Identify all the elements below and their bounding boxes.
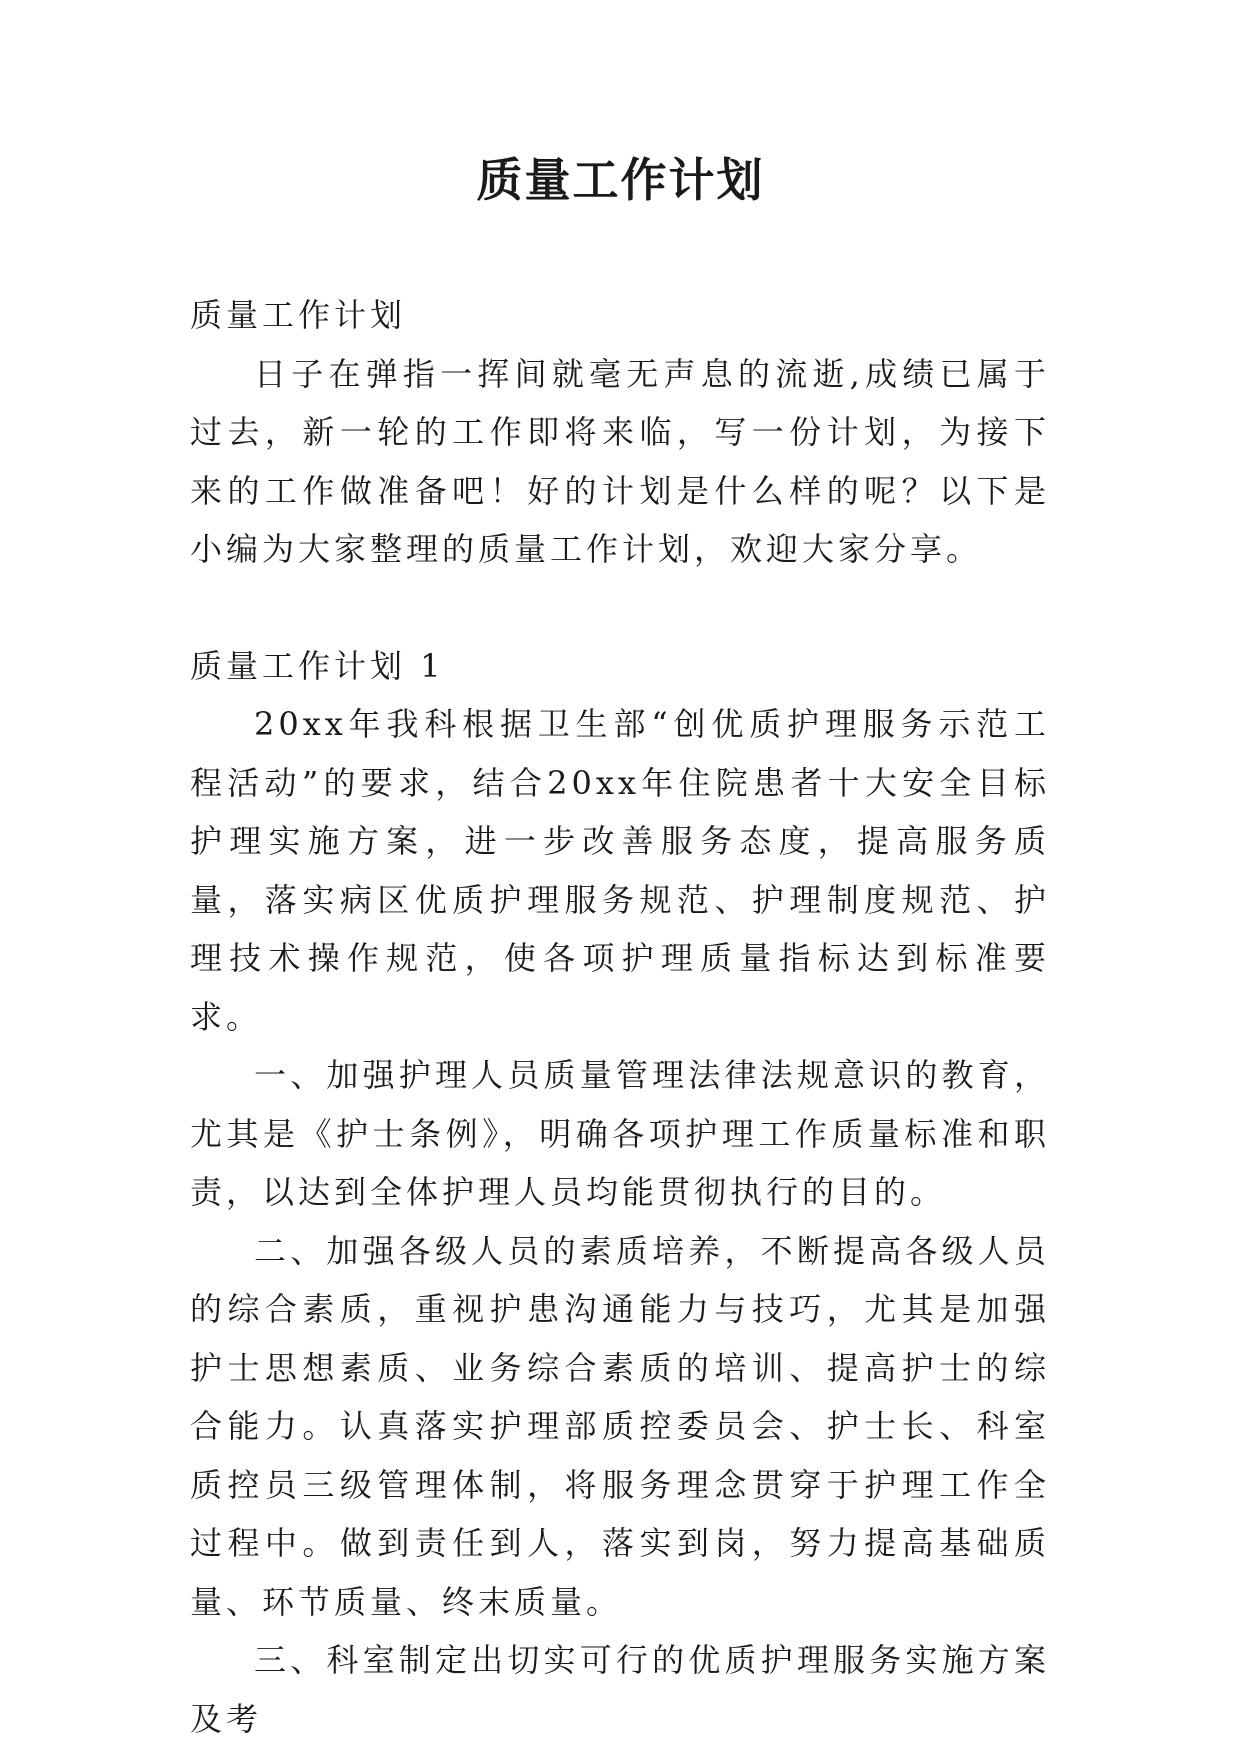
section-gap xyxy=(190,579,1050,637)
paragraph: 二、加强各级人员的素质培养，不断提高各级人员的综合素质，重视护患沟通能力与技巧，尤其是加强护士思想素质、业务综合素质的培训、提高护士的综合能力。认真落实护理部质控委员会、护士长、科室质控员三级管理体制，将服务理念贯穿于护理工作全过程中。做到责任到人，落实到岗，努力提高基础质量、环节质量、终末质量。 xyxy=(190,1231,1050,1621)
document-title: 质量工作计划 xyxy=(476,153,765,207)
paragraph: 一、加强护理人员质量管理法律法规意识的教育，尤其是《护士条例》，明确各项护理工作质量标准和职责，以达到全体护理人员均能贯彻执行的目的。 xyxy=(190,1056,1050,1211)
intro-heading: 质量工作计划 xyxy=(190,296,407,334)
intro-paragraph: 日子在弹指一挥间就毫无声息的流逝,成绩已属于过去，新一轮的工作即将来临，写一份计划，为接下来的工作做准备吧！好的计划是什么样的呢？以下是小编为大家整理的质量工作计划，欢迎大家分享。 xyxy=(190,354,1050,568)
section-heading: 质量工作计划 1 xyxy=(190,646,445,685)
paragraph: 三、科室制定出切实可行的优质护理服务实施方案及考 xyxy=(190,1641,1050,1738)
paragraph: 20xx年我科根据卫生部“创优质护理服务示范工程活动”的要求，结合20xx年住院患者十大安全目标护理实施方案，进一步改善服务态度，提高服务质量，落实病区优质护理服务规范、护理制度规范、护理技术操作规范，使各项护理质量指标达到标准要求。 xyxy=(190,705,1050,1036)
document-body xyxy=(190,286,1050,1748)
